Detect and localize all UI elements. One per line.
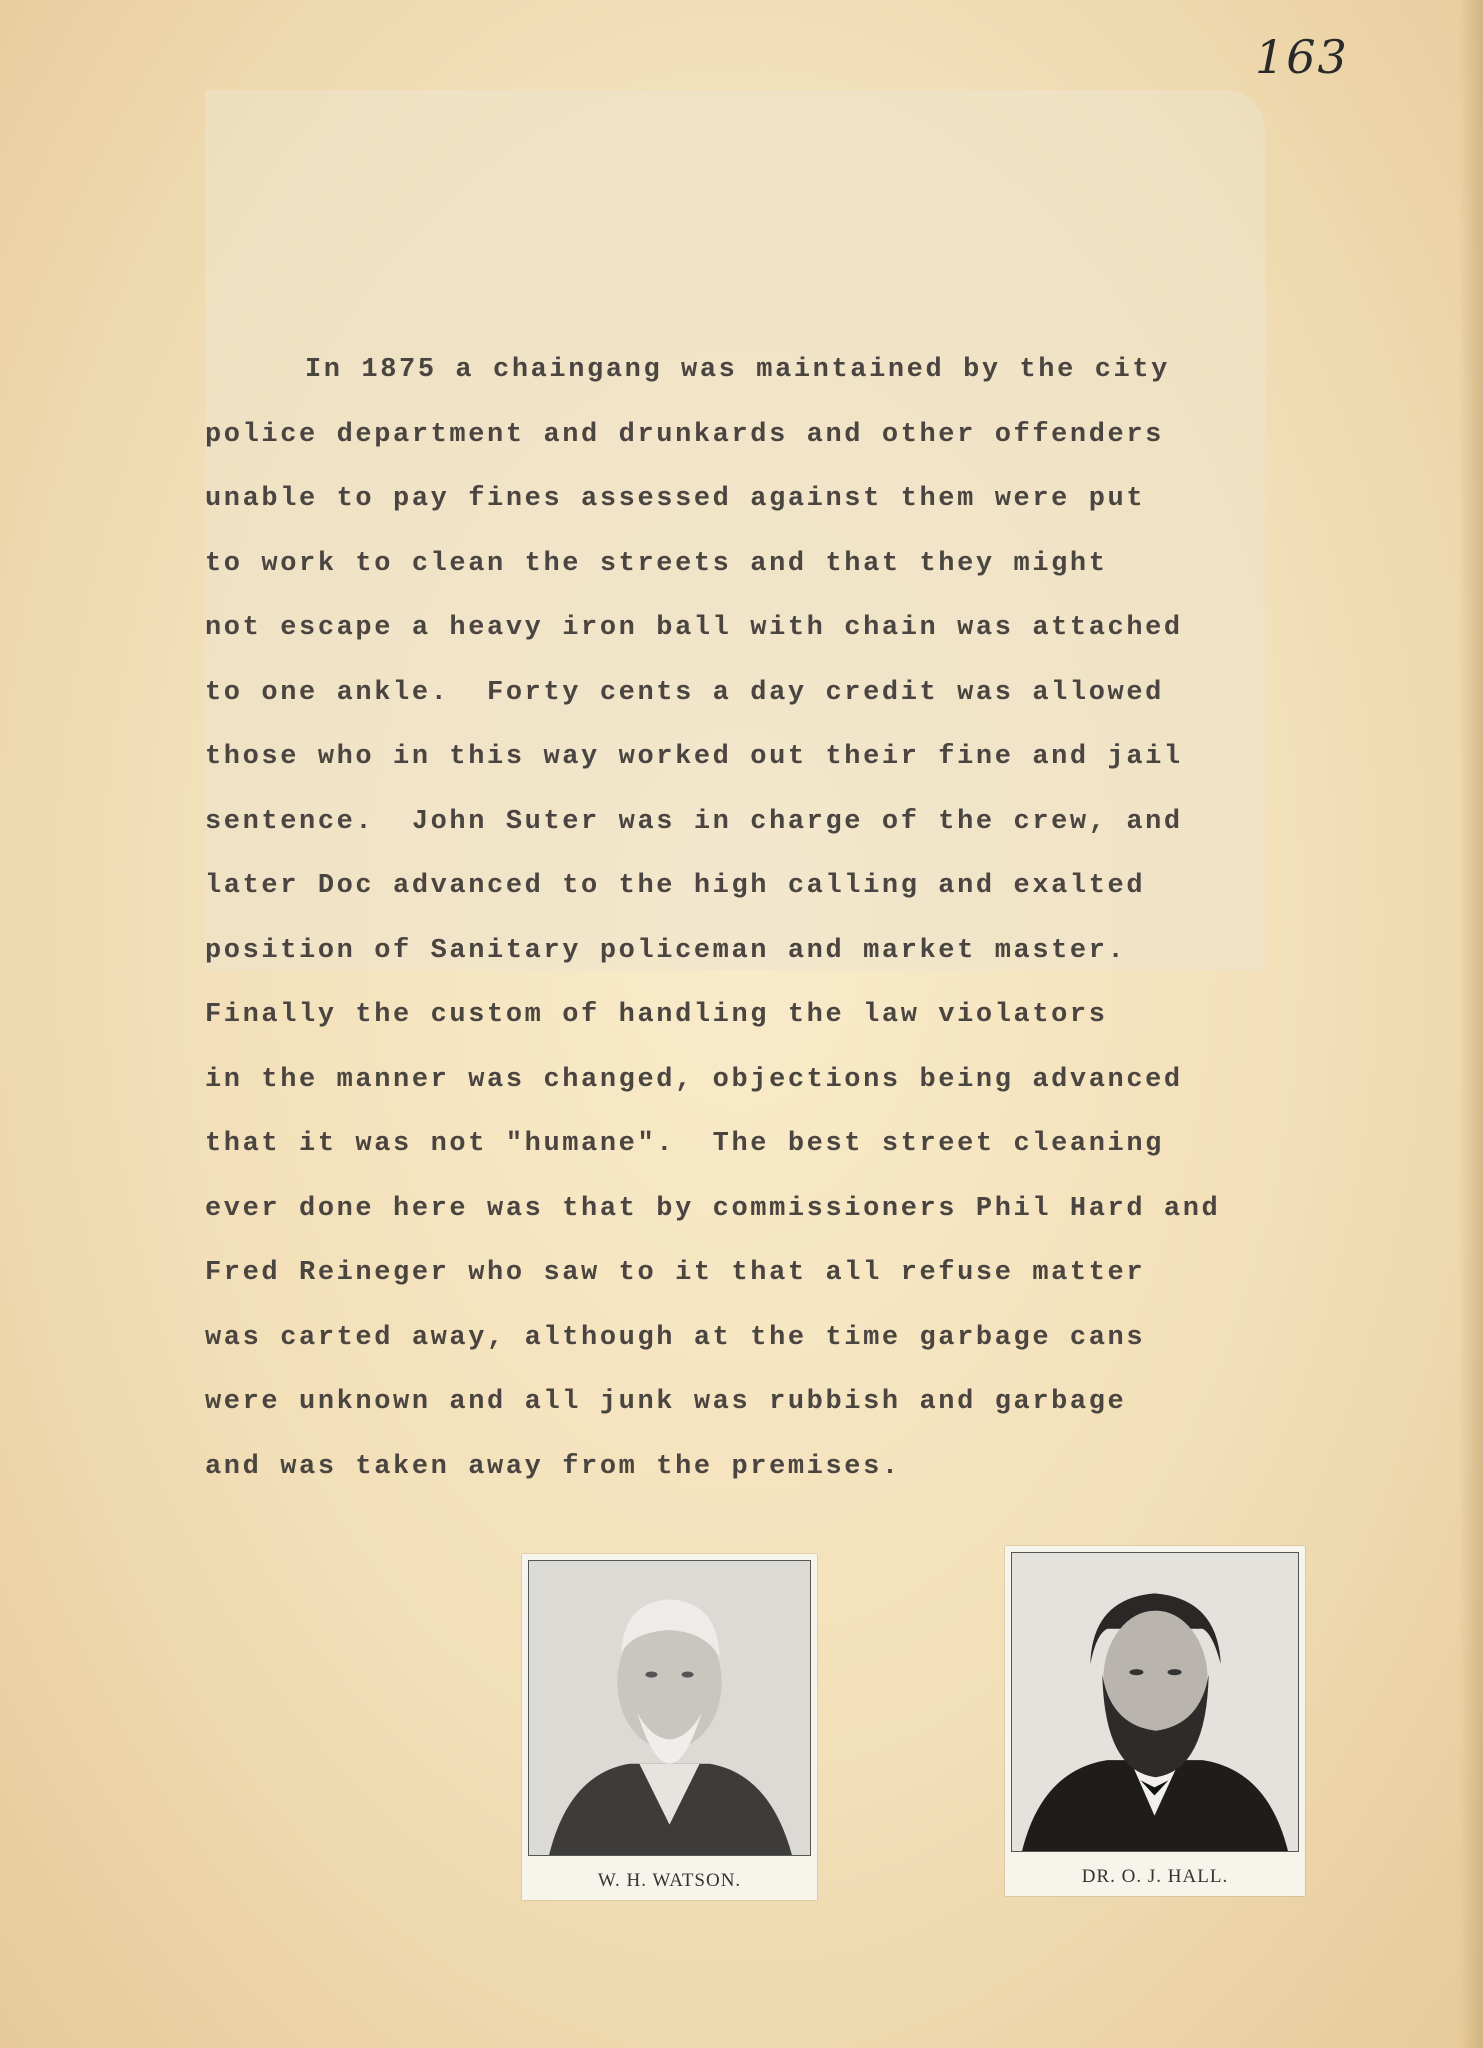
text-line: position of Sanitary policeman and market master. (205, 935, 1127, 966)
portrait-clipping-watson (522, 1554, 817, 1900)
portrait-caption-watson: W. H. WATSON. (597, 1870, 742, 1891)
text-line: later Doc advanced to the high calling and exalted (205, 871, 1146, 901)
typescript-body (205, 338, 1255, 1499)
page-number: 163 (1255, 30, 1349, 84)
text-line: those who in this way worked out their fine and jail (205, 742, 1183, 772)
text-line: were unknown and all junk was rubbish and garbage (205, 1387, 1127, 1417)
text-line: sentence. John Suter was in charge of the crew, and (205, 806, 1183, 837)
text-line: was carted away, although at the time garbage cans (205, 1322, 1146, 1353)
text-line: unable to pay fines assessed against them were put (205, 484, 1146, 514)
portrait-image-hall (1012, 1553, 1298, 1851)
text-line: Finally the custom of handling the law violators (205, 1000, 1108, 1030)
text-line: ever done here was that by commissioners Phil Hard and (205, 1193, 1221, 1224)
text-line: and was taken away from the premises. (205, 1451, 901, 1482)
text-line: In 1875 a chaingang was maintained by the city (305, 355, 1170, 385)
text-line: in the manner was changed, objections being advanced (205, 1064, 1183, 1095)
text-line: to one ankle. Forty cents a day credit was allowed (205, 677, 1164, 708)
paper-edge (1459, 0, 1483, 2048)
portrait-photo-hall (1011, 1552, 1299, 1852)
text-line: not escape a heavy iron ball with chain was attached (205, 613, 1183, 643)
text-line: police department and drunkards and other offenders (205, 419, 1164, 450)
portrait-image-watson (529, 1561, 810, 1855)
text-line: Fred Reineger who saw to it that all refuse matter (205, 1258, 1146, 1288)
portrait-clipping-hall (1005, 1546, 1305, 1896)
text-line: that it was not "humane". The best street cleaning (205, 1129, 1164, 1159)
portrait-caption-hall: DR. O. J. HALL. (1081, 1866, 1229, 1887)
text-line: to work to clean the streets and that they might (205, 548, 1108, 579)
portrait-photo-watson (528, 1560, 811, 1856)
